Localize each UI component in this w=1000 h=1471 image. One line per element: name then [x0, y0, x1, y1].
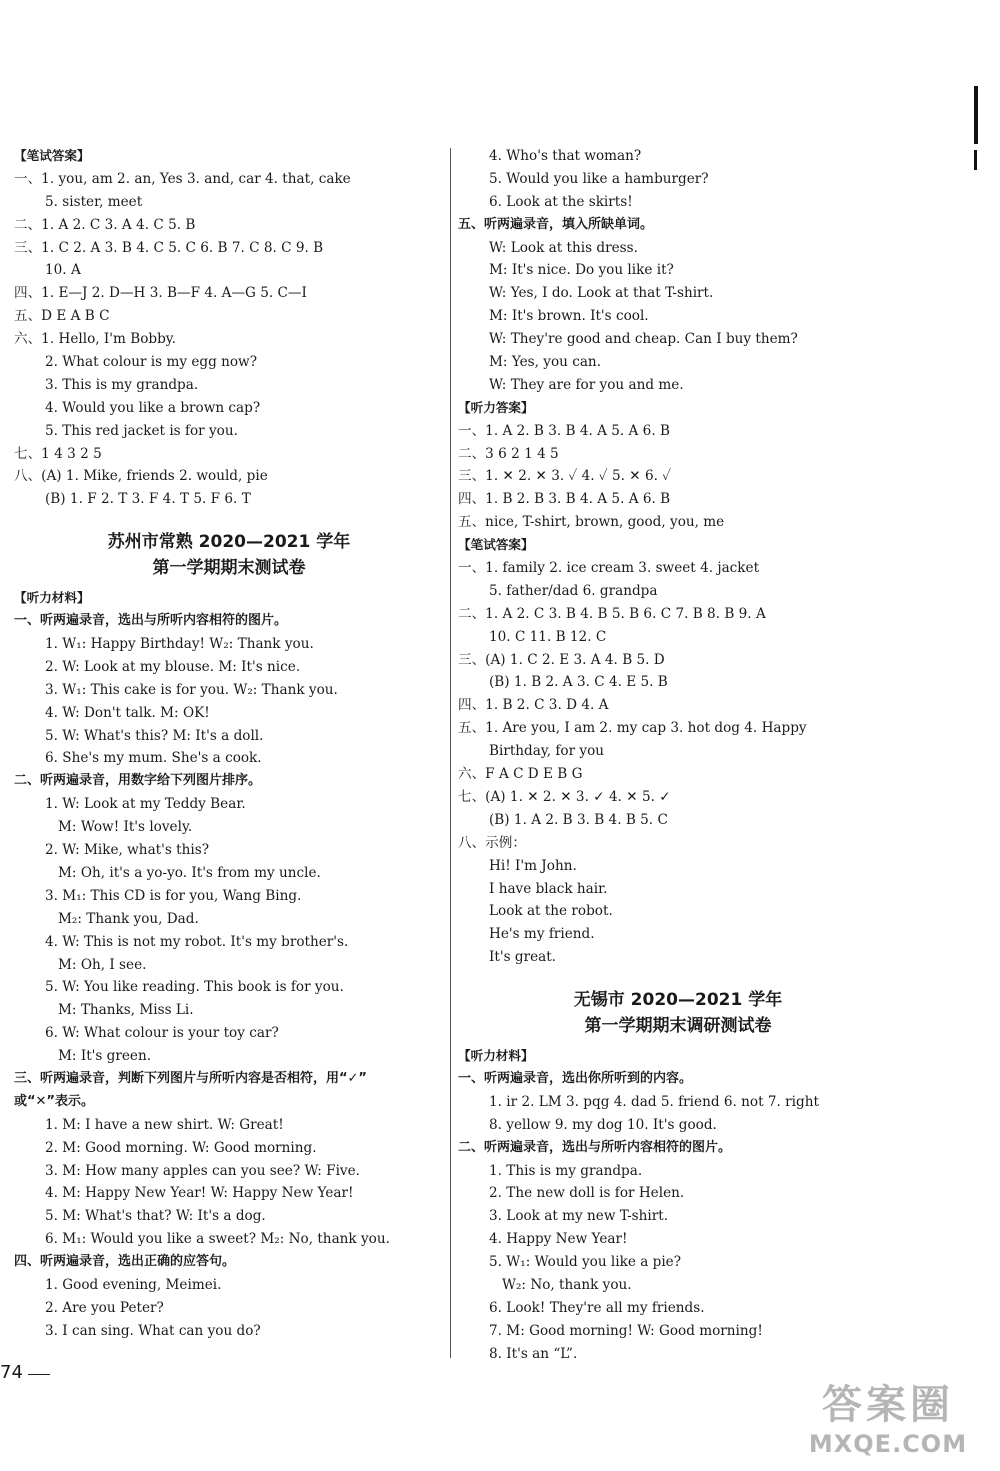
text-line: 6. W: What colour is your toy car? [45, 1025, 279, 1042]
text-line: He's my friend. [489, 926, 595, 943]
task-instruction: 三、听两遍录音，判断下列图片与所听内容是否相符，用“✓” [14, 1070, 367, 1086]
task-instruction: 或“✕”表示。 [14, 1093, 94, 1109]
text-line: 10. C 11. B 12. C [489, 628, 607, 645]
section-header: 【笔试答案】 [458, 537, 534, 553]
text-line: 5. This red jacket is for you. [45, 422, 238, 439]
section-title: 第一学期期末调研测试卷 [584, 1016, 772, 1037]
scan-mark [974, 86, 978, 144]
text-line: 1. W: Look at my Teddy Bear. [45, 796, 246, 813]
text-line: 五、nice, T-shirt, brown, good, you, me [458, 514, 725, 531]
text-line: 1. Good evening, Meimei. [45, 1276, 222, 1293]
text-line: 6. M₁: Would you like a sweet? M₂: No, thank you. [45, 1231, 390, 1248]
text-line: 一、1. family 2. ice cream 3. sweet 4. jacket [458, 560, 760, 577]
text-line: 8. yellow 9. my dog 10. It's good. [489, 1116, 717, 1133]
text-line: It's great. [489, 949, 556, 966]
text-line: 三、(A) 1. C 2. E 3. A 4. B 5. D [458, 651, 665, 668]
text-line: 5. W: You like reading. This book is for you. [45, 979, 344, 996]
text-line: M: Yes, you can. [489, 354, 602, 371]
text-line: W: They're good and cheap. Can I buy them? [489, 331, 798, 348]
text-line: 3. This is my grandpa. [45, 376, 199, 393]
section-header: 【听力材料】 [14, 590, 90, 606]
text-line: 七、1 4 3 2 5 [14, 445, 102, 462]
text-line: M: Wow! It's lovely. [58, 819, 193, 836]
text-line: 6. Look! They're all my friends. [489, 1299, 705, 1316]
text-line: W: They are for you and me. [489, 376, 684, 393]
text-line: 2. Are you Peter? [45, 1299, 164, 1316]
text-line: M₂: Thank you, Dad. [58, 910, 199, 927]
text-line: Hi! I'm John. [489, 857, 577, 874]
text-line: 六、F A C D E B G [458, 766, 583, 783]
text-line: M: Oh, it's a yo-yo. It's from my uncle. [58, 864, 321, 881]
text-line: 5. father/dad 6. grandpa [489, 582, 658, 599]
text-line: 5. W₁: Would you like a pie? [489, 1254, 682, 1271]
text-line: 五、1. Are you, I am 2. my cap 3. hot dog 4. Happy [458, 720, 807, 737]
section-title: 第一学期期末测试卷 [152, 558, 306, 579]
page-number-dash [28, 1374, 50, 1375]
text-line: 八、(A) 1. Mike, friends 2. would, pie [14, 468, 268, 485]
text-line: 5. M: What's that? W: It's a dog. [45, 1208, 266, 1225]
section-title: 苏州市常熟 2020—2021 学年 [107, 532, 351, 553]
watermark-text: 答案圈 [822, 1382, 954, 1428]
text-line: 二、1. A 2. C 3. A 4. C 5. B [14, 216, 196, 233]
text-line: 5. sister, meet [45, 193, 143, 210]
text-line: Birthday, for you [489, 743, 605, 760]
text-line: (B) 1. A 2. B 3. B 4. B 5. C [489, 811, 668, 828]
text-line: 5. Would you like a hamburger? [489, 170, 709, 187]
task-instruction: 二、听两遍录音，选出与所听内容相符的图片。 [458, 1139, 732, 1155]
text-line: 2. The new doll is for Helen. [489, 1185, 685, 1202]
page-number: 74 [0, 1362, 23, 1383]
text-line: W: Look at this dress. [489, 239, 638, 256]
text-line: 二、1. A 2. C 3. B 4. B 5. B 6. C 7. B 8. B 9. A [458, 605, 766, 622]
text-line: 4. W: Don't talk. M: OK! [45, 704, 210, 721]
task-instruction: 一、听两遍录音，选出与所听内容相符的图片。 [14, 613, 288, 629]
section-header: 【听力答案】 [458, 399, 534, 415]
text-line: 4. M: Happy New Year! W: Happy New Year! [45, 1185, 354, 1202]
text-line: 2. W: Mike, what's this? [45, 842, 209, 859]
text-line: 八、示例： [458, 834, 526, 851]
text-line: 1. This is my grandpa. [489, 1162, 643, 1179]
text-line: 2. M: Good morning. W: Good morning. [45, 1139, 317, 1156]
text-line: 4. Happy New Year! [489, 1231, 628, 1248]
text-line: 1. W₁: Happy Birthday! W₂: Thank you. [45, 636, 314, 653]
left-column [14, 145, 444, 1343]
text-line: 一、1. you, am 2. an, Yes 3. and, car 4. that, cake [14, 170, 351, 187]
text-line: 3. I can sing. What can you do? [45, 1322, 261, 1339]
text-line: 6. She's my mum. She's a cook. [45, 750, 262, 767]
text-line: 1. M: I have a new shirt. W: Great! [45, 1116, 284, 1133]
text-line: 五、D E A B C [14, 308, 110, 325]
text-line: W: Yes, I do. Look at that T-shirt. [489, 285, 714, 302]
text-line: 3. Look at my new T-shirt. [489, 1208, 669, 1225]
text-line: 5. W: What's this? M: It's a doll. [45, 727, 264, 744]
text-line: M: It's green. [58, 1048, 152, 1065]
task-instruction: 四、听两遍录音，选出正确的应答句。 [14, 1254, 236, 1270]
text-line: 3. M: How many apples can you see? W: Five. [45, 1162, 360, 1179]
text-line: 四、1. B 2. B 3. B 4. A 5. A 6. B [458, 491, 671, 508]
watermark-url: MXQE.COM [808, 1430, 968, 1458]
watermark-logo [788, 1380, 988, 1464]
column-divider [450, 148, 451, 1358]
text-line: 3. M₁: This CD is for you, Wang Bing. [45, 887, 302, 904]
text-line: 3. W₁: This cake is for you. W₂: Thank you. [45, 681, 338, 698]
text-line: 4. Who's that woman? [489, 148, 642, 164]
text-line: 8. It's an “L”. [489, 1345, 578, 1362]
text-line: 四、1. B 2. C 3. D 4. A [458, 697, 609, 714]
text-line: 七、(A) 1. ✕ 2. ✕ 3. ✓ 4. ✕ 5. ✓ [458, 788, 671, 805]
text-line: M: It's nice. Do you like it? [489, 262, 674, 279]
text-line: (B) 1. F 2. T 3. F 4. T 5. F 6. T [45, 491, 251, 508]
text-line: 2. W: Look at my blouse. M: It's nice. [45, 658, 301, 675]
text-line: 二、3 6 2 1 4 5 [458, 445, 559, 462]
text-line: W₂: No, thank you. [502, 1276, 632, 1293]
text-line: 四、1. E—J 2. D—H 3. B—F 4. A—G 5. C—I [14, 285, 307, 302]
right-column [458, 145, 898, 1366]
text-line: M: It's brown. It's cool. [489, 308, 649, 325]
text-line: 六、1. Hello, I'm Bobby. [14, 331, 176, 348]
task-instruction: 一、听两遍录音，选出你所听到的内容。 [458, 1070, 693, 1086]
text-line: 7. M: Good morning! W: Good morning! [489, 1322, 763, 1339]
section-header: 【听力材料】 [458, 1048, 534, 1064]
text-line: 1. ir 2. LM 3. pqg 4. dad 5. friend 6. not 7. right [489, 1093, 819, 1110]
text-line: M: Oh, I see. [58, 956, 147, 973]
task-instruction: 五、听两遍录音，填入所缺单词。 [458, 216, 654, 232]
text-line: 4. Would you like a brown cap? [45, 399, 261, 416]
text-line: (B) 1. B 2. A 3. C 4. E 5. B [489, 674, 668, 691]
section-title: 无锡市 2020—2021 学年 [573, 990, 783, 1011]
text-line: Look at the robot. [489, 903, 613, 920]
section-header: 【笔试答案】 [14, 148, 90, 163]
text-line: 4. W: This is not my robot. It's my brother's. [45, 933, 349, 950]
scan-mark [974, 150, 977, 170]
task-instruction: 二、听两遍录音，用数字给下列图片排序。 [14, 773, 262, 789]
text-line: 三、1. C 2. A 3. B 4. C 5. C 6. B 7. C 8. C 9. B [14, 239, 324, 256]
text-line: 一、1. A 2. B 3. B 4. A 5. A 6. B [458, 422, 670, 439]
text-line: I have black hair. [489, 880, 608, 897]
text-line: 三、1. ✕ 2. ✕ 3. ✓ 4. ✓ 5. ✕ 6. ✓ [458, 468, 672, 485]
text-line: M: Thanks, Miss Li. [58, 1002, 194, 1019]
text-line: 2. What colour is my egg now? [45, 354, 257, 371]
text-line: 6. Look at the skirts! [489, 193, 633, 210]
text-line: 10. A [45, 262, 81, 279]
